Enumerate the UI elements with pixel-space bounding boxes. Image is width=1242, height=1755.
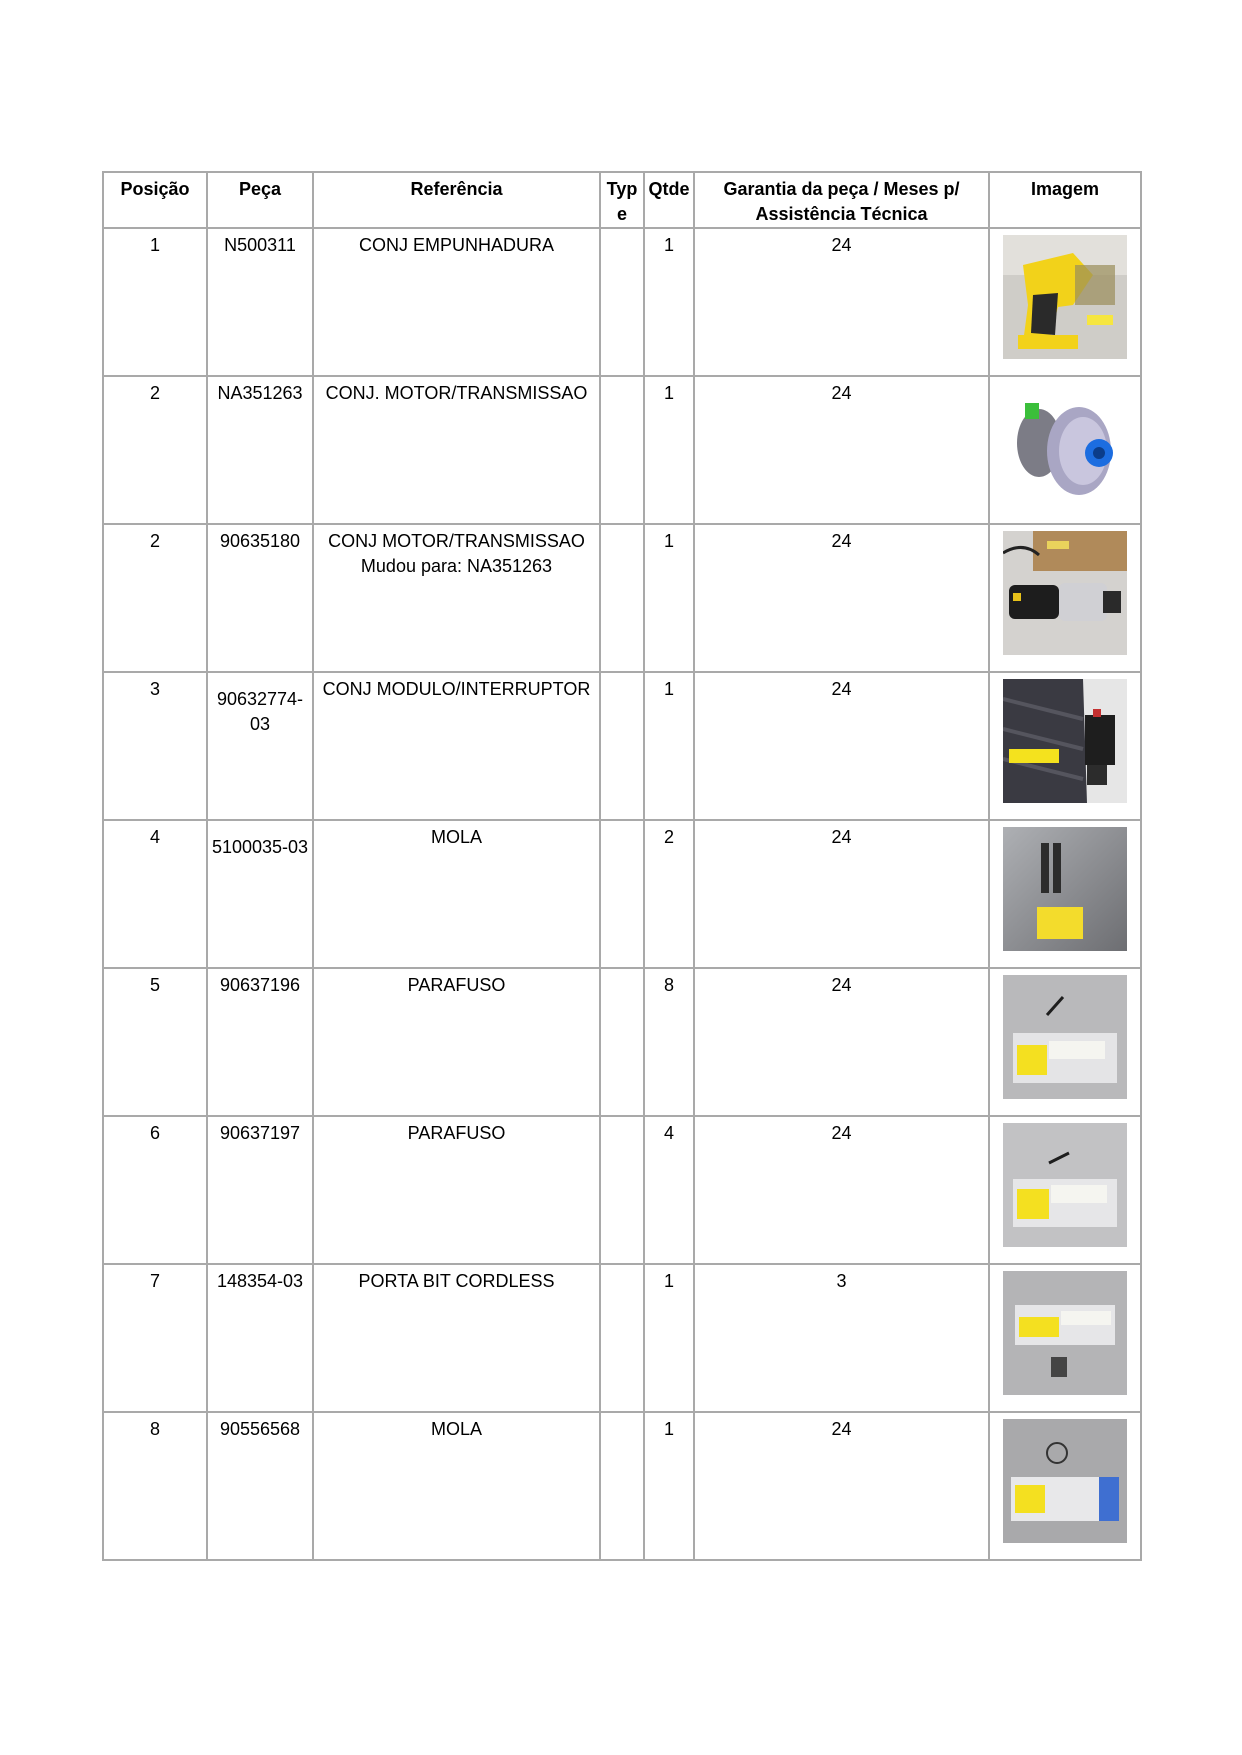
cell-type [600, 1116, 644, 1264]
table-row [103, 228, 1141, 376]
cell-qtde: 2 [644, 820, 694, 968]
cell-garantia: 3 [694, 1264, 989, 1412]
ref-text: CONJ MOTOR/TRANSMISSAO [328, 531, 585, 551]
cell-qtde: 1 [644, 524, 694, 672]
cell-imagem [989, 968, 1141, 1116]
cell-peca: 148354-03 [207, 1264, 313, 1412]
cell-posicao: 3 [103, 672, 207, 820]
table-row [103, 820, 1141, 968]
cell-imagem [989, 376, 1141, 524]
cell-peca: 90556568 [207, 1412, 313, 1560]
ref-text: CONJ. MOTOR/TRANSMISSAO [325, 383, 588, 403]
cell-type [600, 672, 644, 820]
cell-referencia [313, 672, 600, 820]
ref-note: Mudou para: NA351263 [360, 556, 553, 576]
header-imagem: Imagem [989, 172, 1141, 228]
header-garantia: Garantia da peça / Meses p/ Assistência Técnica [694, 172, 989, 228]
header-qtde: Qtde [644, 172, 694, 228]
switch-module-photo [1003, 679, 1127, 803]
cell-posicao: 8 [103, 1412, 207, 1560]
cell-imagem [989, 672, 1141, 820]
ref-text: PORTA BIT CORDLESS [358, 1271, 555, 1291]
cell-referencia [313, 1264, 600, 1412]
cell-imagem [989, 820, 1141, 968]
housing-assembly-photo [1003, 235, 1127, 359]
table-row [103, 1264, 1141, 1412]
ref-text: MOLA [430, 1419, 482, 1439]
cell-posicao: 6 [103, 1116, 207, 1264]
table-row [103, 376, 1141, 524]
cell-type [600, 376, 644, 524]
cell-type [600, 1412, 644, 1560]
cell-referencia [313, 968, 600, 1116]
ref-text: CONJ EMPUNHADURA [358, 235, 554, 255]
ref-text: MOLA [430, 827, 482, 847]
spring-bag-photo [1003, 1419, 1127, 1543]
table-row [103, 1116, 1141, 1264]
table-row [103, 524, 1141, 672]
peca-text: 90632774-03 [216, 689, 304, 734]
cell-peca [207, 820, 313, 968]
cell-referencia [313, 1116, 600, 1264]
cell-garantia: 24 [694, 1116, 989, 1264]
cell-type [600, 1264, 644, 1412]
cell-garantia: 24 [694, 1412, 989, 1560]
cell-type [600, 820, 644, 968]
ref-text: PARAFUSO [407, 975, 506, 995]
cell-qtde: 1 [644, 376, 694, 524]
cell-qtde: 4 [644, 1116, 694, 1264]
cell-posicao: 7 [103, 1264, 207, 1412]
motor-box-photo [1003, 531, 1127, 655]
table-row [103, 1412, 1141, 1560]
screw-bag-photo-2 [1003, 1123, 1127, 1247]
cell-garantia: 24 [694, 968, 989, 1116]
cell-garantia: 24 [694, 820, 989, 968]
cell-garantia: 24 [694, 672, 989, 820]
header-row [103, 172, 1141, 228]
cell-type [600, 968, 644, 1116]
cell-type [600, 228, 644, 376]
cell-referencia [313, 1412, 600, 1560]
cell-referencia [313, 820, 600, 968]
peca-text: 5100035-03 [211, 837, 309, 857]
cell-peca [207, 672, 313, 820]
cell-qtde: 1 [644, 228, 694, 376]
cell-referencia [313, 376, 600, 524]
header-type: Typ e [600, 172, 644, 228]
cell-imagem [989, 228, 1141, 376]
cell-peca: 90635180 [207, 524, 313, 672]
cell-peca: NA351263 [207, 376, 313, 524]
header-posicao: Posição [103, 172, 207, 228]
cell-peca: N500311 [207, 228, 313, 376]
cell-type [600, 524, 644, 672]
cell-qtde: 1 [644, 1412, 694, 1560]
cell-qtde: 1 [644, 1264, 694, 1412]
cell-posicao: 1 [103, 228, 207, 376]
cell-posicao: 4 [103, 820, 207, 968]
table-row [103, 968, 1141, 1116]
cell-garantia: 24 [694, 376, 989, 524]
ref-text: PARAFUSO [407, 1123, 506, 1143]
header-referencia: Referência [313, 172, 600, 228]
springs-photo [1003, 827, 1127, 951]
cell-referencia [313, 524, 600, 672]
cell-garantia: 24 [694, 228, 989, 376]
screw-bag-photo [1003, 975, 1127, 1099]
cell-referencia [313, 228, 600, 376]
cell-qtde: 8 [644, 968, 694, 1116]
cell-qtde: 1 [644, 672, 694, 820]
cell-peca: 90637197 [207, 1116, 313, 1264]
cell-peca: 90637196 [207, 968, 313, 1116]
cell-posicao: 2 [103, 524, 207, 672]
cell-posicao: 2 [103, 376, 207, 524]
motor-render-photo [1003, 383, 1127, 507]
cell-imagem [989, 1264, 1141, 1412]
ref-text: CONJ MODULO/INTERRUPTOR [322, 679, 591, 699]
table-row [103, 672, 1141, 820]
parts-table [102, 171, 1142, 1561]
cell-imagem [989, 524, 1141, 672]
cell-garantia: 24 [694, 524, 989, 672]
cell-imagem [989, 1116, 1141, 1264]
cell-posicao: 5 [103, 968, 207, 1116]
bit-holder-photo [1003, 1271, 1127, 1395]
cell-imagem [989, 1412, 1141, 1560]
header-peca: Peça [207, 172, 313, 228]
